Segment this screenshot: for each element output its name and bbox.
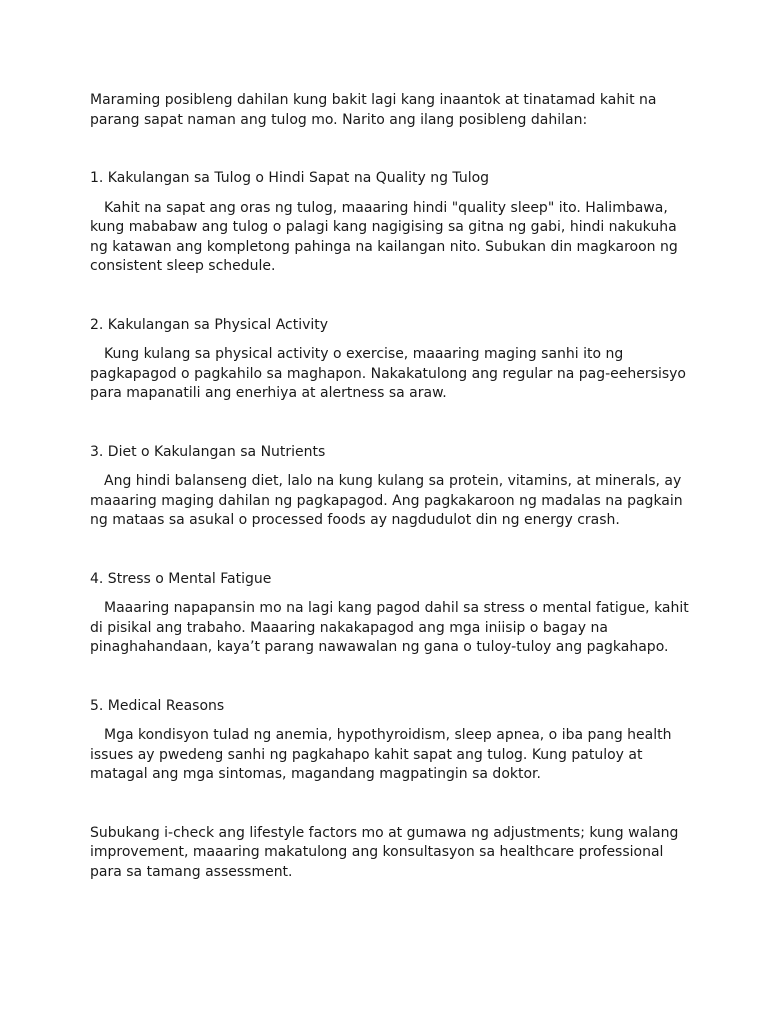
- conclusion-paragraph: Subukang i-check ang lifestyle factors mo at gumawa ng adjustments; kung walang improvement, maaaring makatulong ang konsultasyon sa healthcare professional para sa tamang assessment.: [90, 824, 679, 880]
- section-3: [90, 443, 690, 531]
- document-page: [90, 91, 690, 882]
- section-2: [90, 316, 690, 404]
- section-heading: 4. Stress o Mental Fatigue: [90, 570, 272, 587]
- section-paragraph-text: Kung kulang sa physical activity o exercise, maaaring maging sanhi ito ng pagkapagod o pagkahilo sa maghapon. Nakakatulong ang regular na pag-eehersisyo para mapanatili ang enerhiya at alertness sa araw.: [90, 346, 686, 401]
- section-heading: 5. Medical Reasons: [90, 697, 225, 714]
- section-paragraph-text: Mga kondisyon tulad ng anemia, hypothyroidism, sleep apnea, o iba pang health issues ay pwedeng sanhi ng pagkahapo kahit sapat ang tulog. Kung patuloy at matagal ang mga sintomas, magandang magpatingin sa doktor.: [90, 727, 672, 782]
- section-paragraph-text: Ang hindi balanseng diet, lalo na kung kulang sa protein, vitamins, at minerals, ay maaaring maging dahilan ng pagkapagod. Ang pagkakaroon ng madalas na pagkain ng mataas sa asukal o processed foods ay nagdudulot din ng energy crash.: [90, 473, 683, 528]
- section-paragraph: [90, 345, 690, 404]
- section-paragraph-text: Maaaring napapansin mo na lagi kang pagod dahil sa stress o mental fatigue, kahit di pisikal ang trabaho. Maaaring nakakapagod ang mga iniisip o bagay na pinaghahandaan, kaya’t parang nawawalan ng gana o tuloy-tuloy ang pagkahapo.: [90, 600, 689, 655]
- section-heading: 3. Diet o Kakulangan sa Nutrients: [90, 443, 326, 460]
- section-4: [90, 570, 690, 658]
- section-paragraph: [90, 472, 690, 531]
- section-1: [90, 169, 690, 277]
- section-paragraph: [90, 199, 690, 277]
- section-heading: 2. Kakulangan sa Physical Activity: [90, 316, 329, 333]
- section-paragraph-text: Kahit na sapat ang oras ng tulog, maaaring hindi "quality sleep" ito. Halimbawa, kung mababaw ang tulog o palagi kang nagigising sa gitna ng gabi, hindi nakukuha ng katawan ang kompletong pahinga na kailangan nito. Subukan din magkaroon ng consistent sleep schedule.: [90, 199, 678, 274]
- section-heading: 1. Kakulangan sa Tulog o Hindi Sapat na Quality ng Tulog: [90, 170, 490, 186]
- intro-paragraph: Maraming posibleng dahilan kung bakit lagi kang inaantok at tinatamad kahit na parang sapat naman ang tulog mo. Narito ang ilang posibleng dahilan:: [90, 92, 657, 128]
- section-5: [90, 697, 690, 785]
- section-paragraph: [90, 599, 690, 658]
- section-paragraph: [90, 726, 690, 785]
